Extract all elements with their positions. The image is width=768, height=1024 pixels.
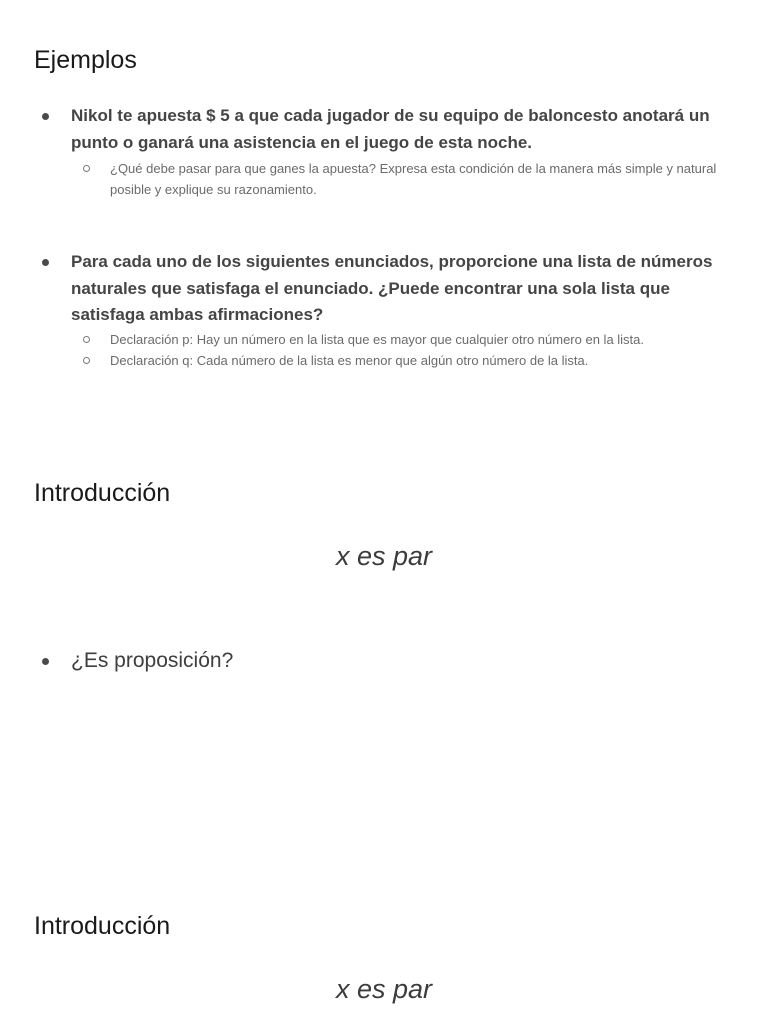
question-text: ¿Es proposición? [71, 649, 234, 672]
example-2-sub-text-q: Declaración q: Cada número de la lista es menor que algún otro número de la lista. [110, 352, 589, 368]
example-item-2 [0, 249, 768, 371]
example-1-text: Nikol te apuesta $ 5 a que cada jugador de su equipo de baloncesto anotará un punto o ganará una asistencia en el juego de esta noche. [71, 106, 710, 152]
example-1-sub-text: ¿Qué debe pasar para que ganes la apuesta? Expresa esta condición de la manera más simple y natural posible y explique su razonamiento. [110, 161, 717, 197]
examples-heading: Ejemplos [34, 46, 137, 74]
example-2-sublist [71, 329, 732, 371]
hollow-bullet-icon [83, 357, 90, 364]
hollow-bullet-icon [83, 165, 90, 172]
example-item-1 [0, 103, 768, 200]
example-2-sub-item-p [71, 329, 732, 350]
example-list-1 [0, 103, 768, 200]
example-2-sub-text-p: Declaración p: Hay un número en la lista que es mayor que cualquier otro número en la lista. [110, 331, 645, 347]
bullet-dot-icon [42, 113, 49, 120]
example-1-sub-item [71, 158, 732, 200]
hollow-bullet-icon [83, 336, 90, 343]
question-item [0, 648, 768, 674]
bullet-dot-icon [42, 658, 49, 665]
question-list [0, 648, 768, 674]
example-list-2 [0, 249, 768, 371]
intro-heading-1: Introducción [34, 479, 171, 507]
example-2-sub-item-q [71, 350, 732, 371]
intro-heading-2: Introducción [34, 912, 171, 940]
example-2-text: Para cada uno de los siguientes enunciados, proporcione una lista de números naturales que satisfaga el enunciado. ¿Puede encontrar una sola lista que satisfaga ambas afirmaciones? [71, 252, 713, 324]
bullet-dot-icon [42, 259, 49, 266]
formula-1: x es par [335, 541, 433, 571]
formula-2: x es par [335, 974, 433, 1004]
example-1-sublist [71, 158, 732, 200]
